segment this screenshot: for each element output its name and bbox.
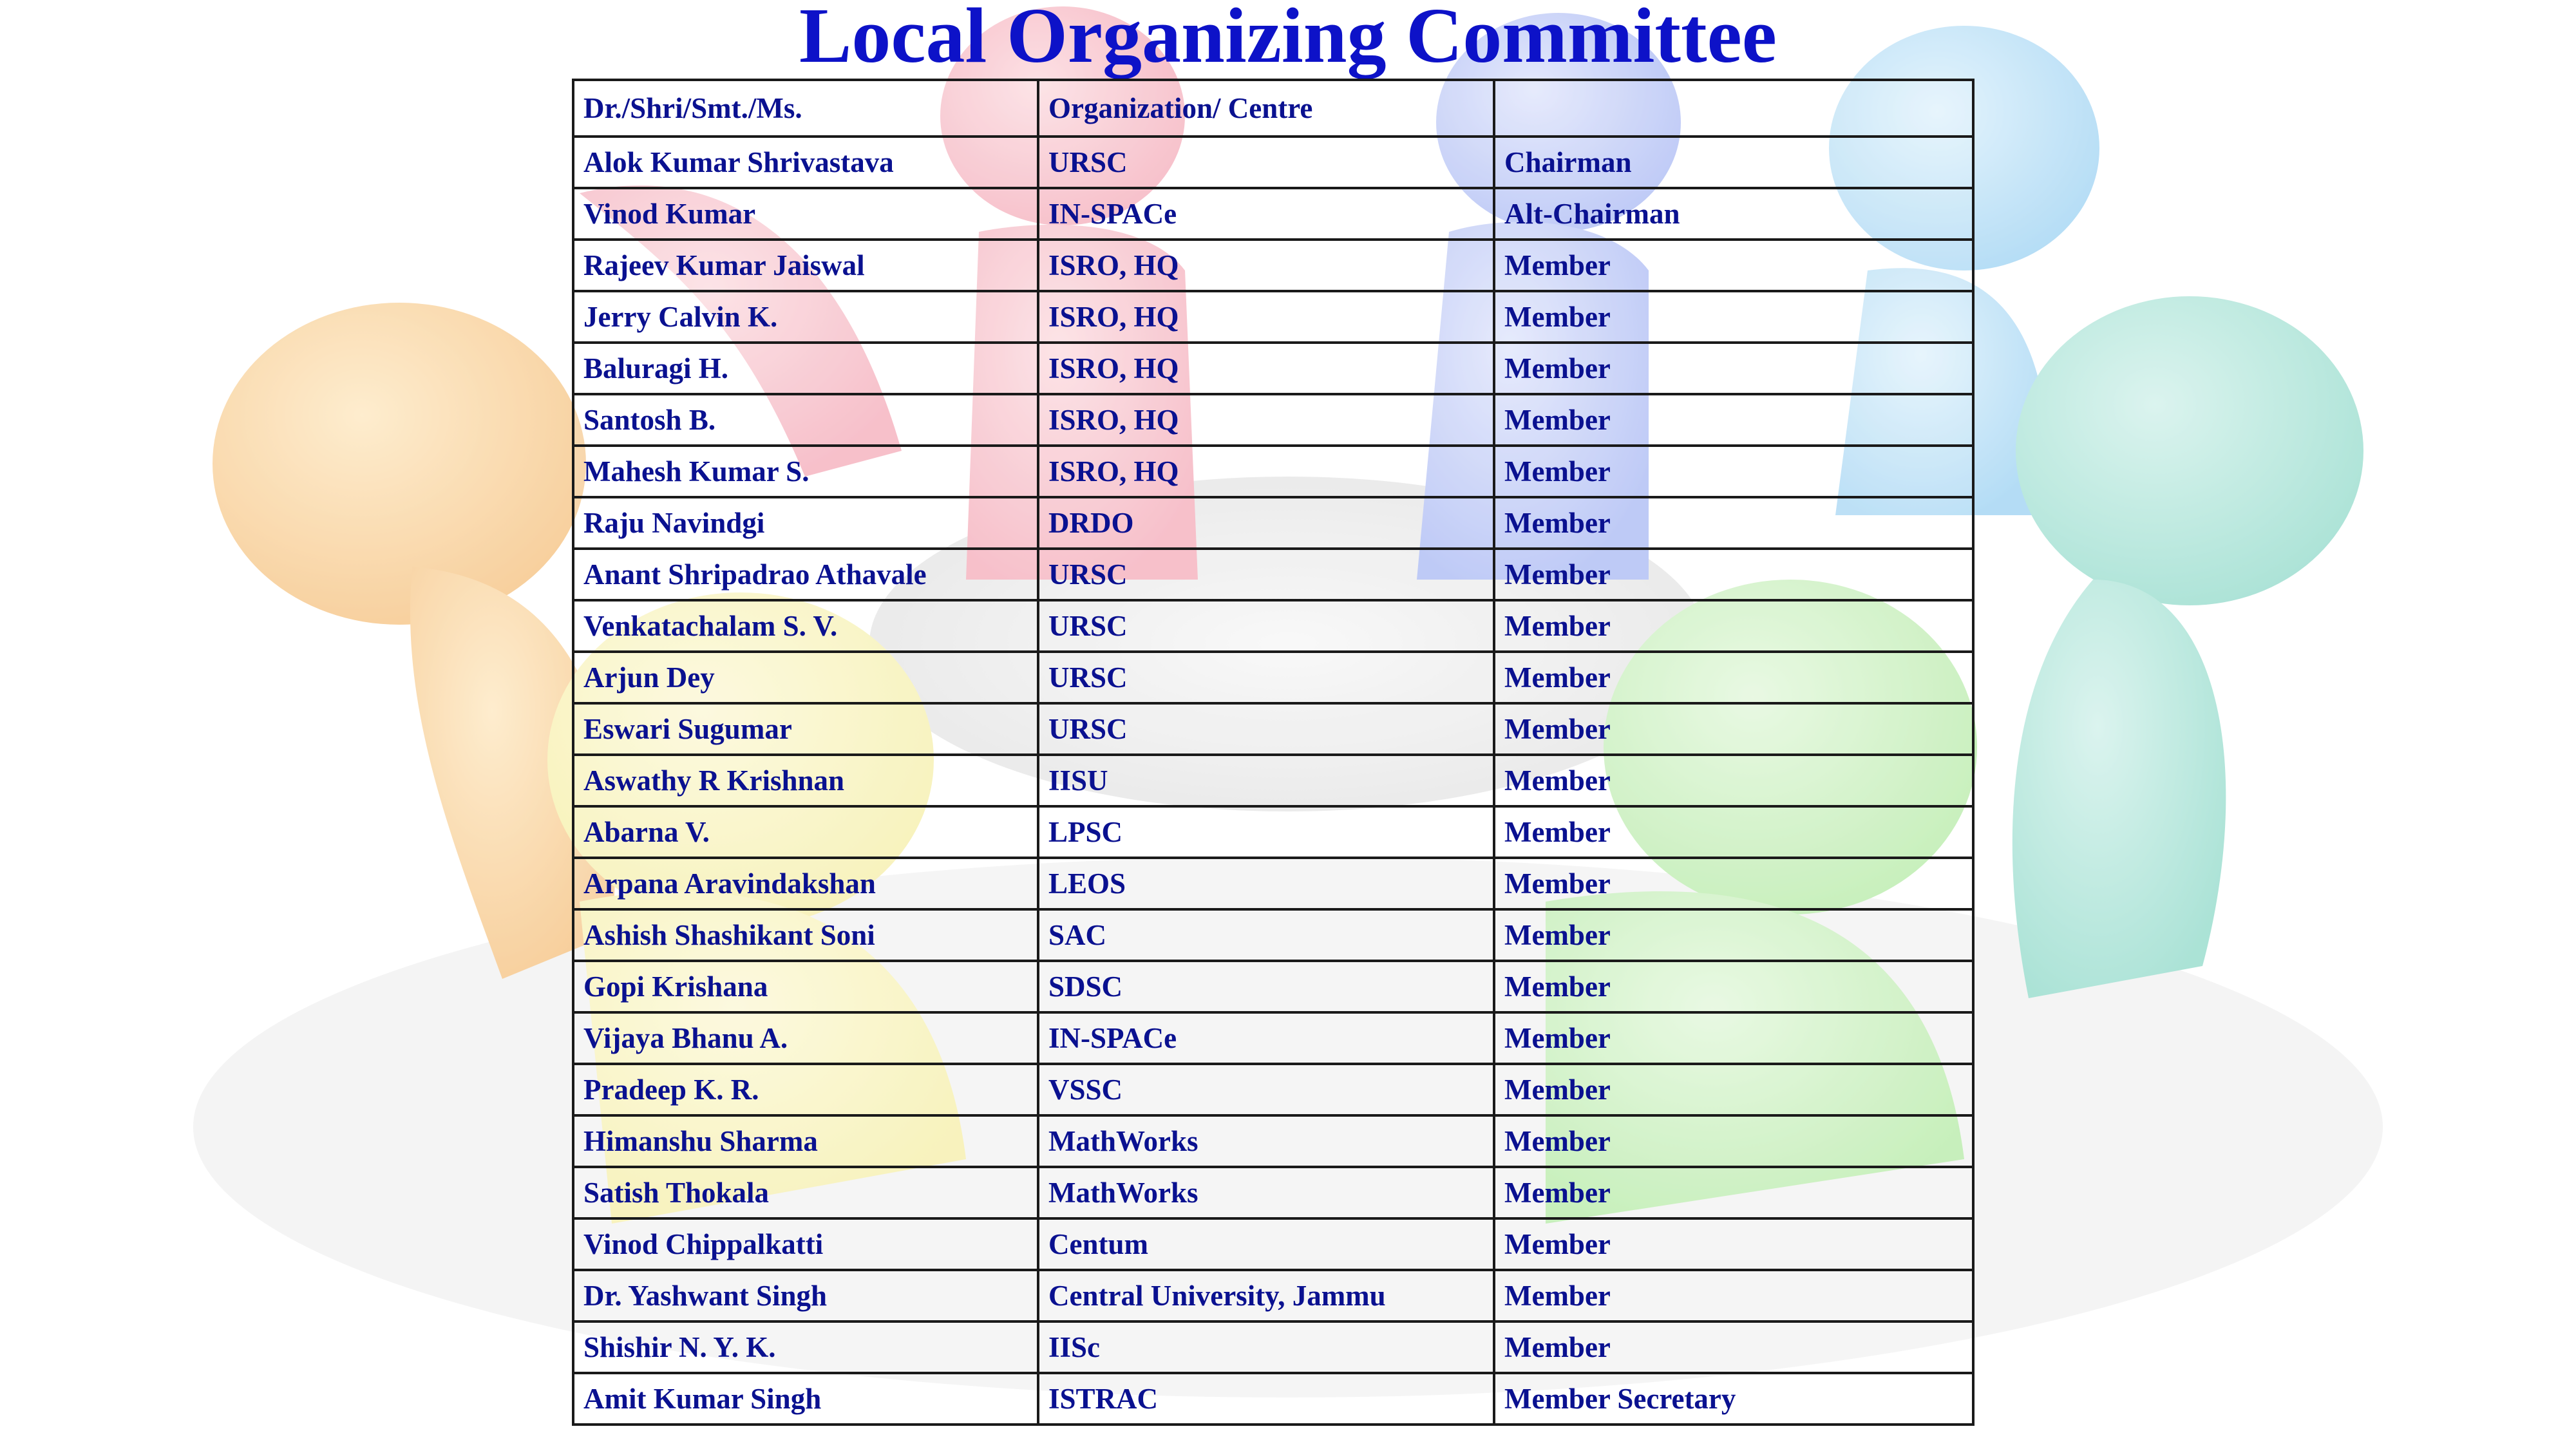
member-name: Santosh B. <box>573 394 1038 446</box>
table-row <box>573 1115 1973 1167</box>
member-organization: URSC <box>1038 652 1494 703</box>
member-organization: ISTRAC <box>1038 1373 1494 1425</box>
member-organization: URSC <box>1038 549 1494 600</box>
table-row <box>573 1064 1973 1115</box>
member-name: Arjun Dey <box>573 652 1038 703</box>
member-name: Alok Kumar Shrivastava <box>573 137 1038 188</box>
member-name: Ashish Shashikant Soni <box>573 909 1038 961</box>
member-role: Member <box>1494 1064 1973 1115</box>
table-row <box>573 1270 1973 1321</box>
member-role: Member <box>1494 343 1973 394</box>
member-role: Chairman <box>1494 137 1973 188</box>
member-organization: URSC <box>1038 600 1494 652</box>
header-role <box>1494 80 1973 137</box>
member-role: Member <box>1494 703 1973 755</box>
member-organization: MathWorks <box>1038 1167 1494 1218</box>
table-row <box>573 1167 1973 1218</box>
member-name: Satish Thokala <box>573 1167 1038 1218</box>
member-role: Member <box>1494 961 1973 1012</box>
table-row <box>573 549 1973 600</box>
member-role: Member <box>1494 1115 1973 1167</box>
member-name: Venkatachalam S. V. <box>573 600 1038 652</box>
member-organization: URSC <box>1038 703 1494 755</box>
member-name: Abarna V. <box>573 806 1038 858</box>
member-name: Jerry Calvin K. <box>573 291 1038 343</box>
table-row <box>573 1218 1973 1270</box>
table-row <box>573 909 1973 961</box>
header-organization: Organization/ Centre <box>1038 80 1494 137</box>
member-role: Alt-Chairman <box>1494 188 1973 240</box>
member-organization: IN-SPACe <box>1038 188 1494 240</box>
member-organization: VSSC <box>1038 1064 1494 1115</box>
member-role: Member <box>1494 1218 1973 1270</box>
member-organization: ISRO, HQ <box>1038 343 1494 394</box>
header-name: Dr./Shri/Smt./Ms. <box>573 80 1038 137</box>
member-role: Member <box>1494 1167 1973 1218</box>
member-name: Amit Kumar Singh <box>573 1373 1038 1425</box>
member-organization: IN-SPACe <box>1038 1012 1494 1064</box>
committee-table <box>572 79 1975 1426</box>
member-name: Shishir N. Y. K. <box>573 1321 1038 1373</box>
member-organization: IISU <box>1038 755 1494 806</box>
table-row <box>573 188 1973 240</box>
member-role: Member <box>1494 497 1973 549</box>
member-name: Rajeev Kumar Jaiswal <box>573 240 1038 291</box>
member-organization: ISRO, HQ <box>1038 240 1494 291</box>
member-name: Raju Navindgi <box>573 497 1038 549</box>
table-row <box>573 806 1973 858</box>
table-row <box>573 240 1973 291</box>
member-role: Member <box>1494 858 1973 909</box>
member-role: Member <box>1494 549 1973 600</box>
member-name: Eswari Sugumar <box>573 703 1038 755</box>
member-organization: SDSC <box>1038 961 1494 1012</box>
table-row <box>573 291 1973 343</box>
member-organization: Central University, Jammu <box>1038 1270 1494 1321</box>
member-role: Member <box>1494 291 1973 343</box>
member-role: Member <box>1494 1321 1973 1373</box>
table-row <box>573 394 1973 446</box>
member-organization: MathWorks <box>1038 1115 1494 1167</box>
table-row <box>573 343 1973 394</box>
member-role: Member <box>1494 652 1973 703</box>
table-row <box>573 1012 1973 1064</box>
member-name: Pradeep K. R. <box>573 1064 1038 1115</box>
member-role: Member <box>1494 1270 1973 1321</box>
member-role: Member <box>1494 1012 1973 1064</box>
member-organization: LEOS <box>1038 858 1494 909</box>
member-name: Anant Shripadrao Athavale <box>573 549 1038 600</box>
member-name: Baluragi H. <box>573 343 1038 394</box>
member-role: Member <box>1494 600 1973 652</box>
member-role: Member Secretary <box>1494 1373 1973 1425</box>
member-name: Gopi Krishana <box>573 961 1038 1012</box>
member-name: Vinod Chippalkatti <box>573 1218 1038 1270</box>
member-role: Member <box>1494 394 1973 446</box>
member-name: Dr. Yashwant Singh <box>573 1270 1038 1321</box>
member-organization: ISRO, HQ <box>1038 291 1494 343</box>
member-organization: DRDO <box>1038 497 1494 549</box>
member-role: Member <box>1494 806 1973 858</box>
member-name: Vijaya Bhanu A. <box>573 1012 1038 1064</box>
member-role: Member <box>1494 240 1973 291</box>
member-organization: URSC <box>1038 137 1494 188</box>
table-header-row <box>573 80 1973 137</box>
table-row <box>573 858 1973 909</box>
member-name: Aswathy R Krishnan <box>573 755 1038 806</box>
member-name: Himanshu Sharma <box>573 1115 1038 1167</box>
member-name: Arpana Aravindakshan <box>573 858 1038 909</box>
table-row <box>573 755 1973 806</box>
member-organization: ISRO, HQ <box>1038 446 1494 497</box>
member-name: Mahesh Kumar S. <box>573 446 1038 497</box>
table-row <box>573 497 1973 549</box>
table-row <box>573 652 1973 703</box>
table-row <box>573 1321 1973 1373</box>
member-role: Member <box>1494 909 1973 961</box>
member-organization: SAC <box>1038 909 1494 961</box>
member-name: Vinod Kumar <box>573 188 1038 240</box>
member-organization: LPSC <box>1038 806 1494 858</box>
table-row <box>573 1373 1973 1425</box>
table-row <box>573 446 1973 497</box>
table-row <box>573 703 1973 755</box>
member-organization: IISc <box>1038 1321 1494 1373</box>
member-role: Member <box>1494 446 1973 497</box>
table-row <box>573 137 1973 188</box>
page-title: Local Organizing Committee <box>799 0 1777 79</box>
member-role: Member <box>1494 755 1973 806</box>
table-row <box>573 600 1973 652</box>
member-organization: ISRO, HQ <box>1038 394 1494 446</box>
member-organization: Centum <box>1038 1218 1494 1270</box>
table-row <box>573 961 1973 1012</box>
